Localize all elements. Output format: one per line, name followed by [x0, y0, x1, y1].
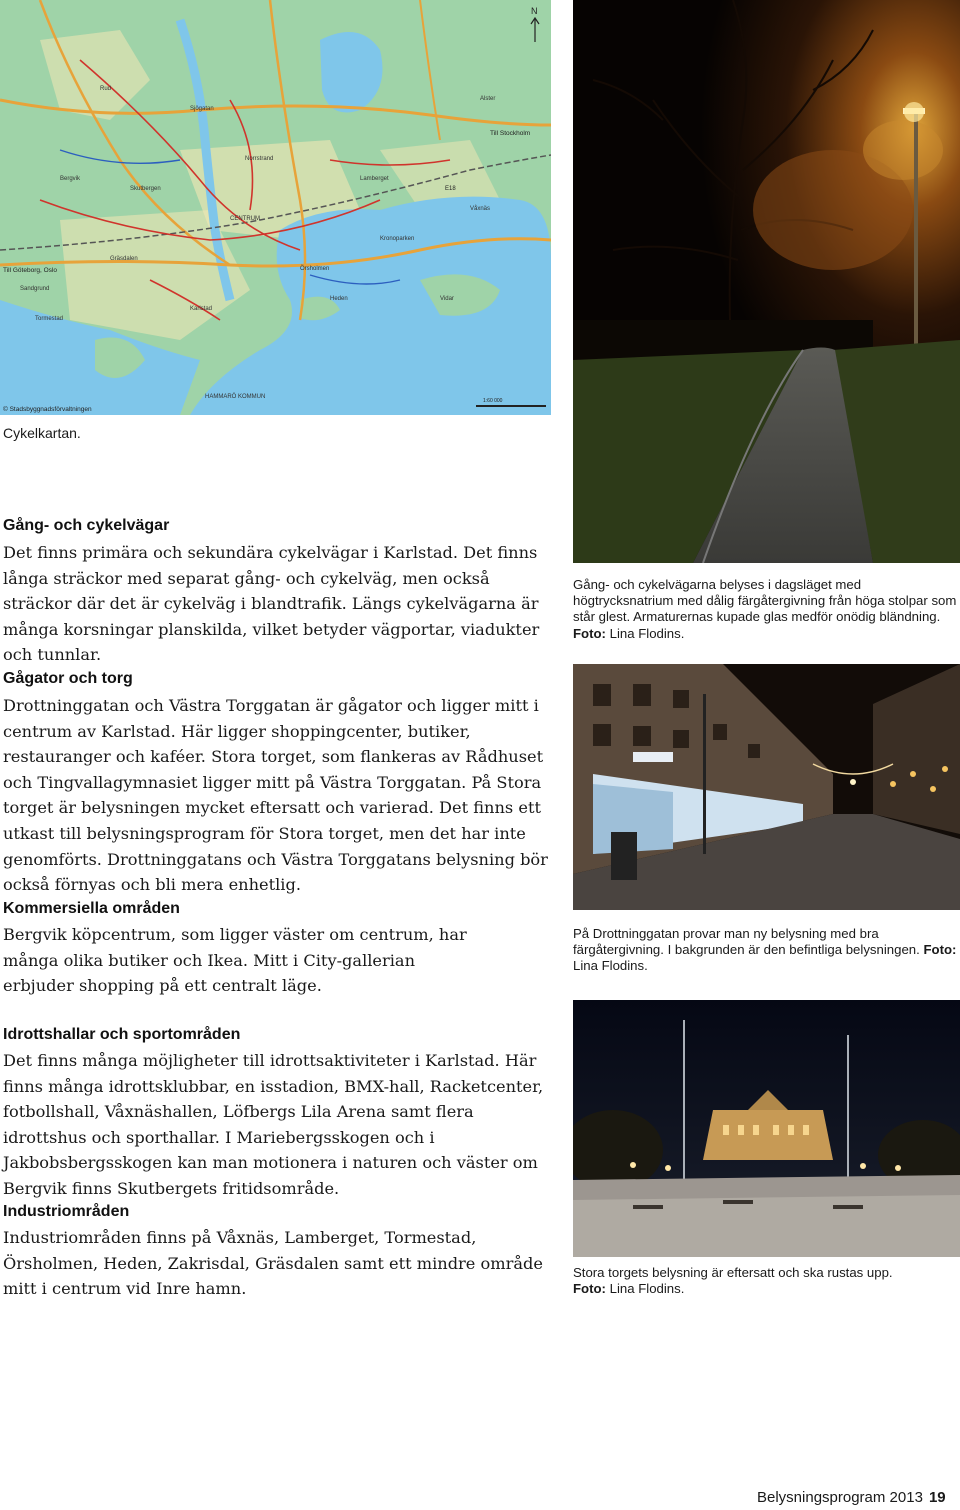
text-industrial-areas: Industriområden finns på Våxnäs, Lamberget, Tormestad, Örsholmen, Heden, Zakrisdal, Gräsdalen samt ett mindre område mitt i centrum vid Inre hamn. — [3, 1228, 543, 1299]
photo-cycle-path-night — [573, 0, 960, 563]
map-label-sjogatan: Sjögatan — [190, 106, 214, 112]
page-footer — [757, 1489, 946, 1506]
north-arrow-label: N — [531, 6, 538, 16]
caption-drottninggatan-text: På Drottninggatan provar man ny belysning med bra färgåtergivning. I bakgrunden är den befintliga belysningen. — [573, 926, 920, 958]
text-pedestrian-streets: Drottninggatan och Västra Torggatan är gågator och ligger mitt i centrum av Karlstad. Här ligger shoppingcenter, butiker, restauranger och kaféer. Stora torget, som flankeras av Rådhuset och Tingvallagymnasiet ligger mitt på Västra Torggatan. På Stora torget är belysningen mycket eftersatt och varierad. Det finns ett utkast till belysningsprogram för Stora torget, men det har inte genomförts. Drottninggatans och Västra Torggatans belysning bör också förnyas och bli mera enhetlig. — [3, 696, 548, 895]
caption-cycle-path-credit-name: Lina Flodins. — [609, 625, 685, 641]
map-label-grasdalen: Gräsdalen — [110, 256, 138, 262]
map-label-kronoparken: Kronoparken — [380, 236, 415, 242]
map-label-vidar: Vidar — [440, 296, 454, 302]
map-label-tormestad: Tormestad — [35, 316, 64, 322]
map-label-vaxnas: Våxnäs — [470, 206, 491, 212]
text-commercial-areas: Bergvik köpcentrum, som ligger väster om centrum, har många olika butiker och Ikea. Mitt i City-gallerian erbjuder shopping på ett centralt läge. — [3, 925, 467, 996]
page-number: 19 — [928, 1489, 946, 1506]
map-copyright: © Stadsbyggnadsförvaltningen — [3, 406, 92, 413]
map-label-to-stockholm: Till Stockholm — [490, 130, 531, 137]
heading-commercial-areas: Kommersiella områden — [3, 900, 180, 917]
text-sports-areas: Det finns många möjligheter till idrottsaktiviteter i Karlstad. Här finns många idrottsklubbar, en isstadion, BMX-hall, Racketcenter, fotbollshall, Våxnäshallen, Löfbergs Lila Arena samt flera idrottshus och sporthallar. I Mariebergsskogen och i Jakbobsbergsskogen kan man motionera i naturen och väster om Bergvik finns Skutbergets fritidsområde. — [3, 1051, 544, 1198]
map-scale-bar — [476, 405, 546, 407]
photo-drottninggatan — [573, 664, 960, 910]
caption-cycle-path-text: Gång- och cykelvägarna belyses i dagsläget med högtrycksnatrium med dålig färgåtergivning från höga stolpar som står glest. Armaturernas kupade glas medför onödig bländning. — [573, 577, 957, 625]
heading-industrial-areas: Industriområden — [3, 1203, 130, 1220]
map-caption: Cykelkartan. — [3, 425, 81, 441]
map-label-e18: E18 — [445, 186, 456, 192]
map-label-lamberget: Lamberget — [360, 176, 389, 182]
caption-stora-torget-credit-label: Foto: — [573, 1281, 606, 1297]
caption-drottninggatan — [573, 926, 958, 975]
caption-drottninggatan-credit-name: Lina Flodins. — [573, 958, 648, 974]
map-label-orsholmen: Örsholmen — [300, 266, 330, 272]
text-cycle-paths: Det finns primära och sekundära cykelvägar i Karlstad. Det finns långa sträckor med separat gång- och cykelväg, men också sträckor där det är cykelväg i blandtrafik. Längs cykelvägarna är många korsningar planskilda, vilket betyder vägportar, viadukter och tunnlar. — [3, 543, 540, 665]
map-label-to-goteborg: Till Göteborg, Oslo — [3, 267, 57, 274]
caption-cycle-path — [573, 577, 958, 642]
caption-stora-torget-credit-name: Lina Flodins. — [609, 1281, 685, 1297]
map-label-skutbergen: Skutbergen — [130, 186, 161, 192]
map-label-bergvik: Bergvik — [60, 176, 81, 182]
map-label-norrstrand: Norrstrand — [245, 156, 274, 162]
map-label-heden: Heden — [330, 296, 348, 302]
bicycle-map — [0, 0, 551, 415]
caption-drottninggatan-credit-label: Foto: — [923, 942, 957, 958]
heading-cycle-paths: Gång- och cykelvägar — [3, 517, 170, 534]
map-label-rud: Rud — [100, 86, 112, 92]
map-scale-label: 1:60 000 — [483, 398, 503, 404]
map-label-centrum: CENTRUM — [230, 216, 260, 222]
heading-sports-areas: Idrottshallar och sportområden — [3, 1026, 241, 1043]
caption-cycle-path-credit-label: Foto: — [573, 625, 606, 641]
map-label-karlstad: Karlstad — [190, 306, 213, 312]
photo-stora-torget — [573, 1000, 960, 1257]
footer-title: Belysningsprogram 2013 — [757, 1489, 923, 1506]
map-label-sandgrund: Sandgrund — [20, 286, 50, 292]
map-label-hammaro: HAMMARÖ KOMMUN — [205, 394, 266, 400]
heading-pedestrian-streets: Gågator och torg — [3, 670, 133, 687]
caption-stora-torget — [573, 1265, 958, 1297]
caption-stora-torget-text: Stora torgets belysning är eftersatt och ska rustas upp. — [573, 1265, 893, 1280]
map-label-alster: Alster — [480, 96, 496, 102]
